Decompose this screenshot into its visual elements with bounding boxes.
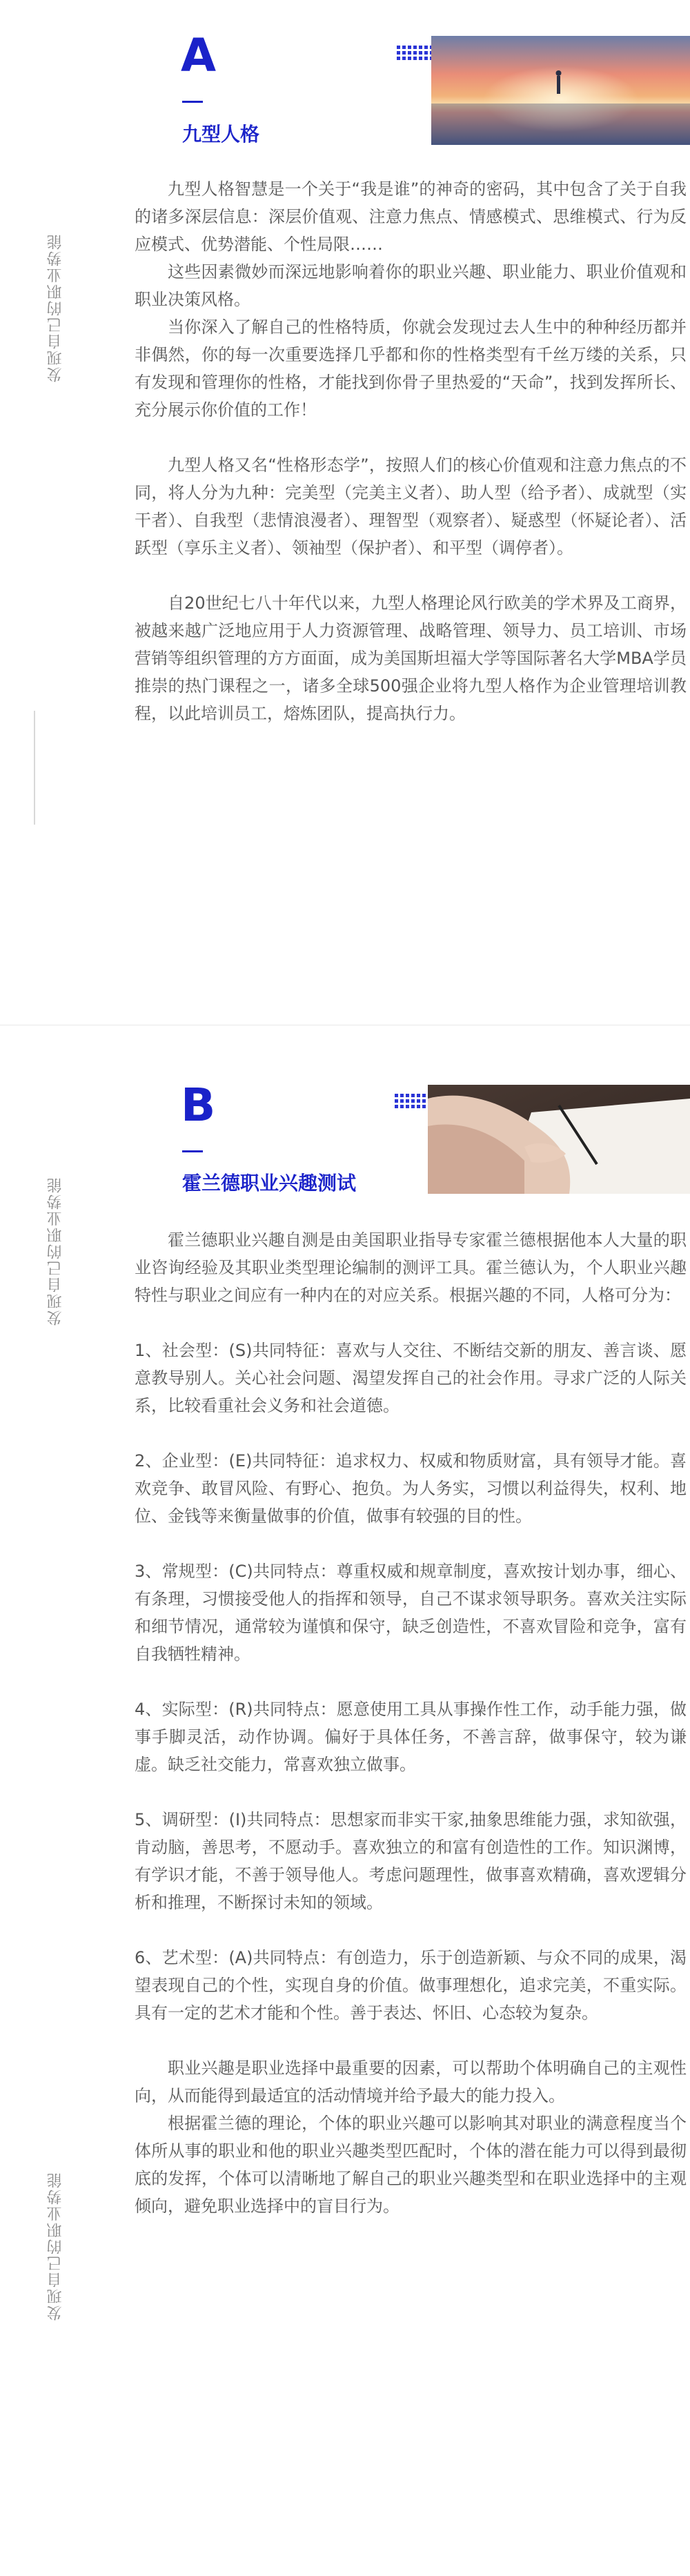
paragraph: 当你深入了解自己的性格特质，你就会发现过去人生中的种种经历都并非偶然，你的每一次重要选择几乎都和你的性格类型有千丝万缕的关系，只有发现和管理你的性格，才能找到你骨子里热爱的“天命”，找到发挥所长、充分展示你价值的工作！ [135, 317, 687, 420]
type-item: 3、常规型：(C)共同特点：尊重权威和规章制度，喜欢按计划办事，细心、有条理，习惯接受他人的指挥和领导，自己不谋求领导职务。喜欢关注实际和细节情况，通常较为谨慎和保守，缺乏创造性，不喜欢冒险和竞争，富有自我牺牲精神。 [135, 1562, 687, 1664]
type-item: 5、调研型：(I)共同特点：思想家而非实干家,抽象思维能力强，求知欲强，肯动脑，善思考，不愿动手。喜欢独立的和富有创造性的工作。知识渊博，有学识才能，不善于领导他人。考虑问题理性，做事喜欢精确，喜欢逻辑分析和推理，不断探讨未知的领域。 [135, 1810, 687, 1912]
type-item: 6、艺术型：(A)共同特点：有创造力，乐于创造新颖、与众不同的成果，渴望表现自己的个性，实现自身的价值。做事理想化，追求完美，不重实际。具有一定的艺术才能和个性。善于表达、怀旧、心态较为复杂。 [135, 1948, 687, 2023]
closing-paragraph: 职业兴趣是职业选择中最重要的因素，可以帮助个体明确自己的主观性向，从而能得到最适宜的活动情境并给予最大的能力投入。 [135, 2058, 687, 2105]
sunset-photo [431, 36, 690, 145]
type-item: 1、社会型：(S)共同特征：喜欢与人交往、不断结交新的朋友、善言谈、愿意教导别人。关心社会问题、渴望发挥自己的社会作用。寻求广泛的人际关系，比较看重社会义务和社会道德。 [135, 1341, 687, 1415]
writing-hand-photo [428, 1085, 690, 1194]
section-letter-b: B [181, 1079, 216, 1132]
paragraph: 这些因素微妙而深远地影响着你的职业兴趣、职业能力、职业价值观和职业决策风格。 [135, 262, 687, 309]
side-label-a: 发现自己的职业势能 [47, 233, 64, 382]
side-line-a [34, 711, 35, 825]
section-letter-a: A [181, 29, 217, 82]
closing-paragraph: 根据霍兰德的理论，个体的职业兴趣可以影响其对职业的满意程度当个体所从事的职业和他的职业兴趣类型匹配时，个体的潜在能力可以得到最彻底的发挥，个体可以清晰地了解自己的职业兴趣类型和在职业选择中的主观倾向，避免职业选择中的盲目行为。 [135, 2114, 687, 2216]
side-label-b2: 发现自己的职业势能 [47, 2172, 64, 2321]
section-title-a: 九型人格 [182, 123, 260, 146]
section-b-body [135, 1226, 687, 2220]
type-item: 4、实际型：(R)共同特点：愿意使用工具从事操作性工作，动手能力强，做事手脚灵活，动作协调。偏好于具体任务，不善言辞，做事保守，较为谦虚。缺乏社交能力，常喜欢独立做事。 [135, 1700, 687, 1774]
title-dash-a [182, 101, 203, 103]
intro-paragraph: 霍兰德职业兴趣自测是由美国职业指导专家霍兰德根据他本人大量的职业咨询经验及其职业类型理论编制的测评工具。霍兰德认为，个人职业兴趣特性与职业之间应有一种内在的对应关系。根据兴趣的不同，人格可分为： [135, 1230, 687, 1305]
section-title-b: 霍兰德职业兴趣测试 [182, 1172, 357, 1194]
paragraph: 九型人格又名“性格形态学”，按照人们的核心价值观和注意力焦点的不同，将人分为九种：完美型（完美主义者）、助人型（给予者）、成就型（实干者）、自我型（悲情浪漫者）、理智型（观察者）、疑惑型（怀疑论者）、活跃型（享乐主义者）、领袖型（保护者）、和平型（调停者）。 [135, 455, 687, 558]
section-a-body [135, 175, 687, 727]
paragraph: 九型人格智慧是一个关于“我是谁”的神奇的密码，其中包含了关于自我的诸多深层信息：深层价值观、注意力焦点、情感模式、思维模式、行为反应模式、优势潜能、个性局限…… [135, 179, 687, 254]
section-b [0, 1025, 690, 2576]
title-dash-b [182, 1150, 203, 1152]
side-label-b: 发现自己的职业势能 [47, 1177, 64, 1326]
type-item: 2、企业型：(E)共同特征：追求权力、权威和物质财富，具有领导才能。喜欢竞争、敢冒风险、有野心、抱负。为人务实，习惯以利益得失，权利、地位、金钱等来衡量做事的价值，做事有较强的目的性。 [135, 1451, 687, 1526]
section-a [0, 0, 690, 1025]
paragraph: 自20世纪七八十年代以来，九型人格理论风行欧美的学术界及工商界，被越来越广泛地应用于人力资源管理、战略管理、领导力、员工培训、市场营销等组织管理的方方面面，成为美国斯坦福大学等国际著名大学MBA学员推崇的热门课程之一，诸多全球500强企业将九型人格作为企业管理培训教程，以此培训员工，熔炼团队，提高执行力。 [135, 593, 687, 723]
